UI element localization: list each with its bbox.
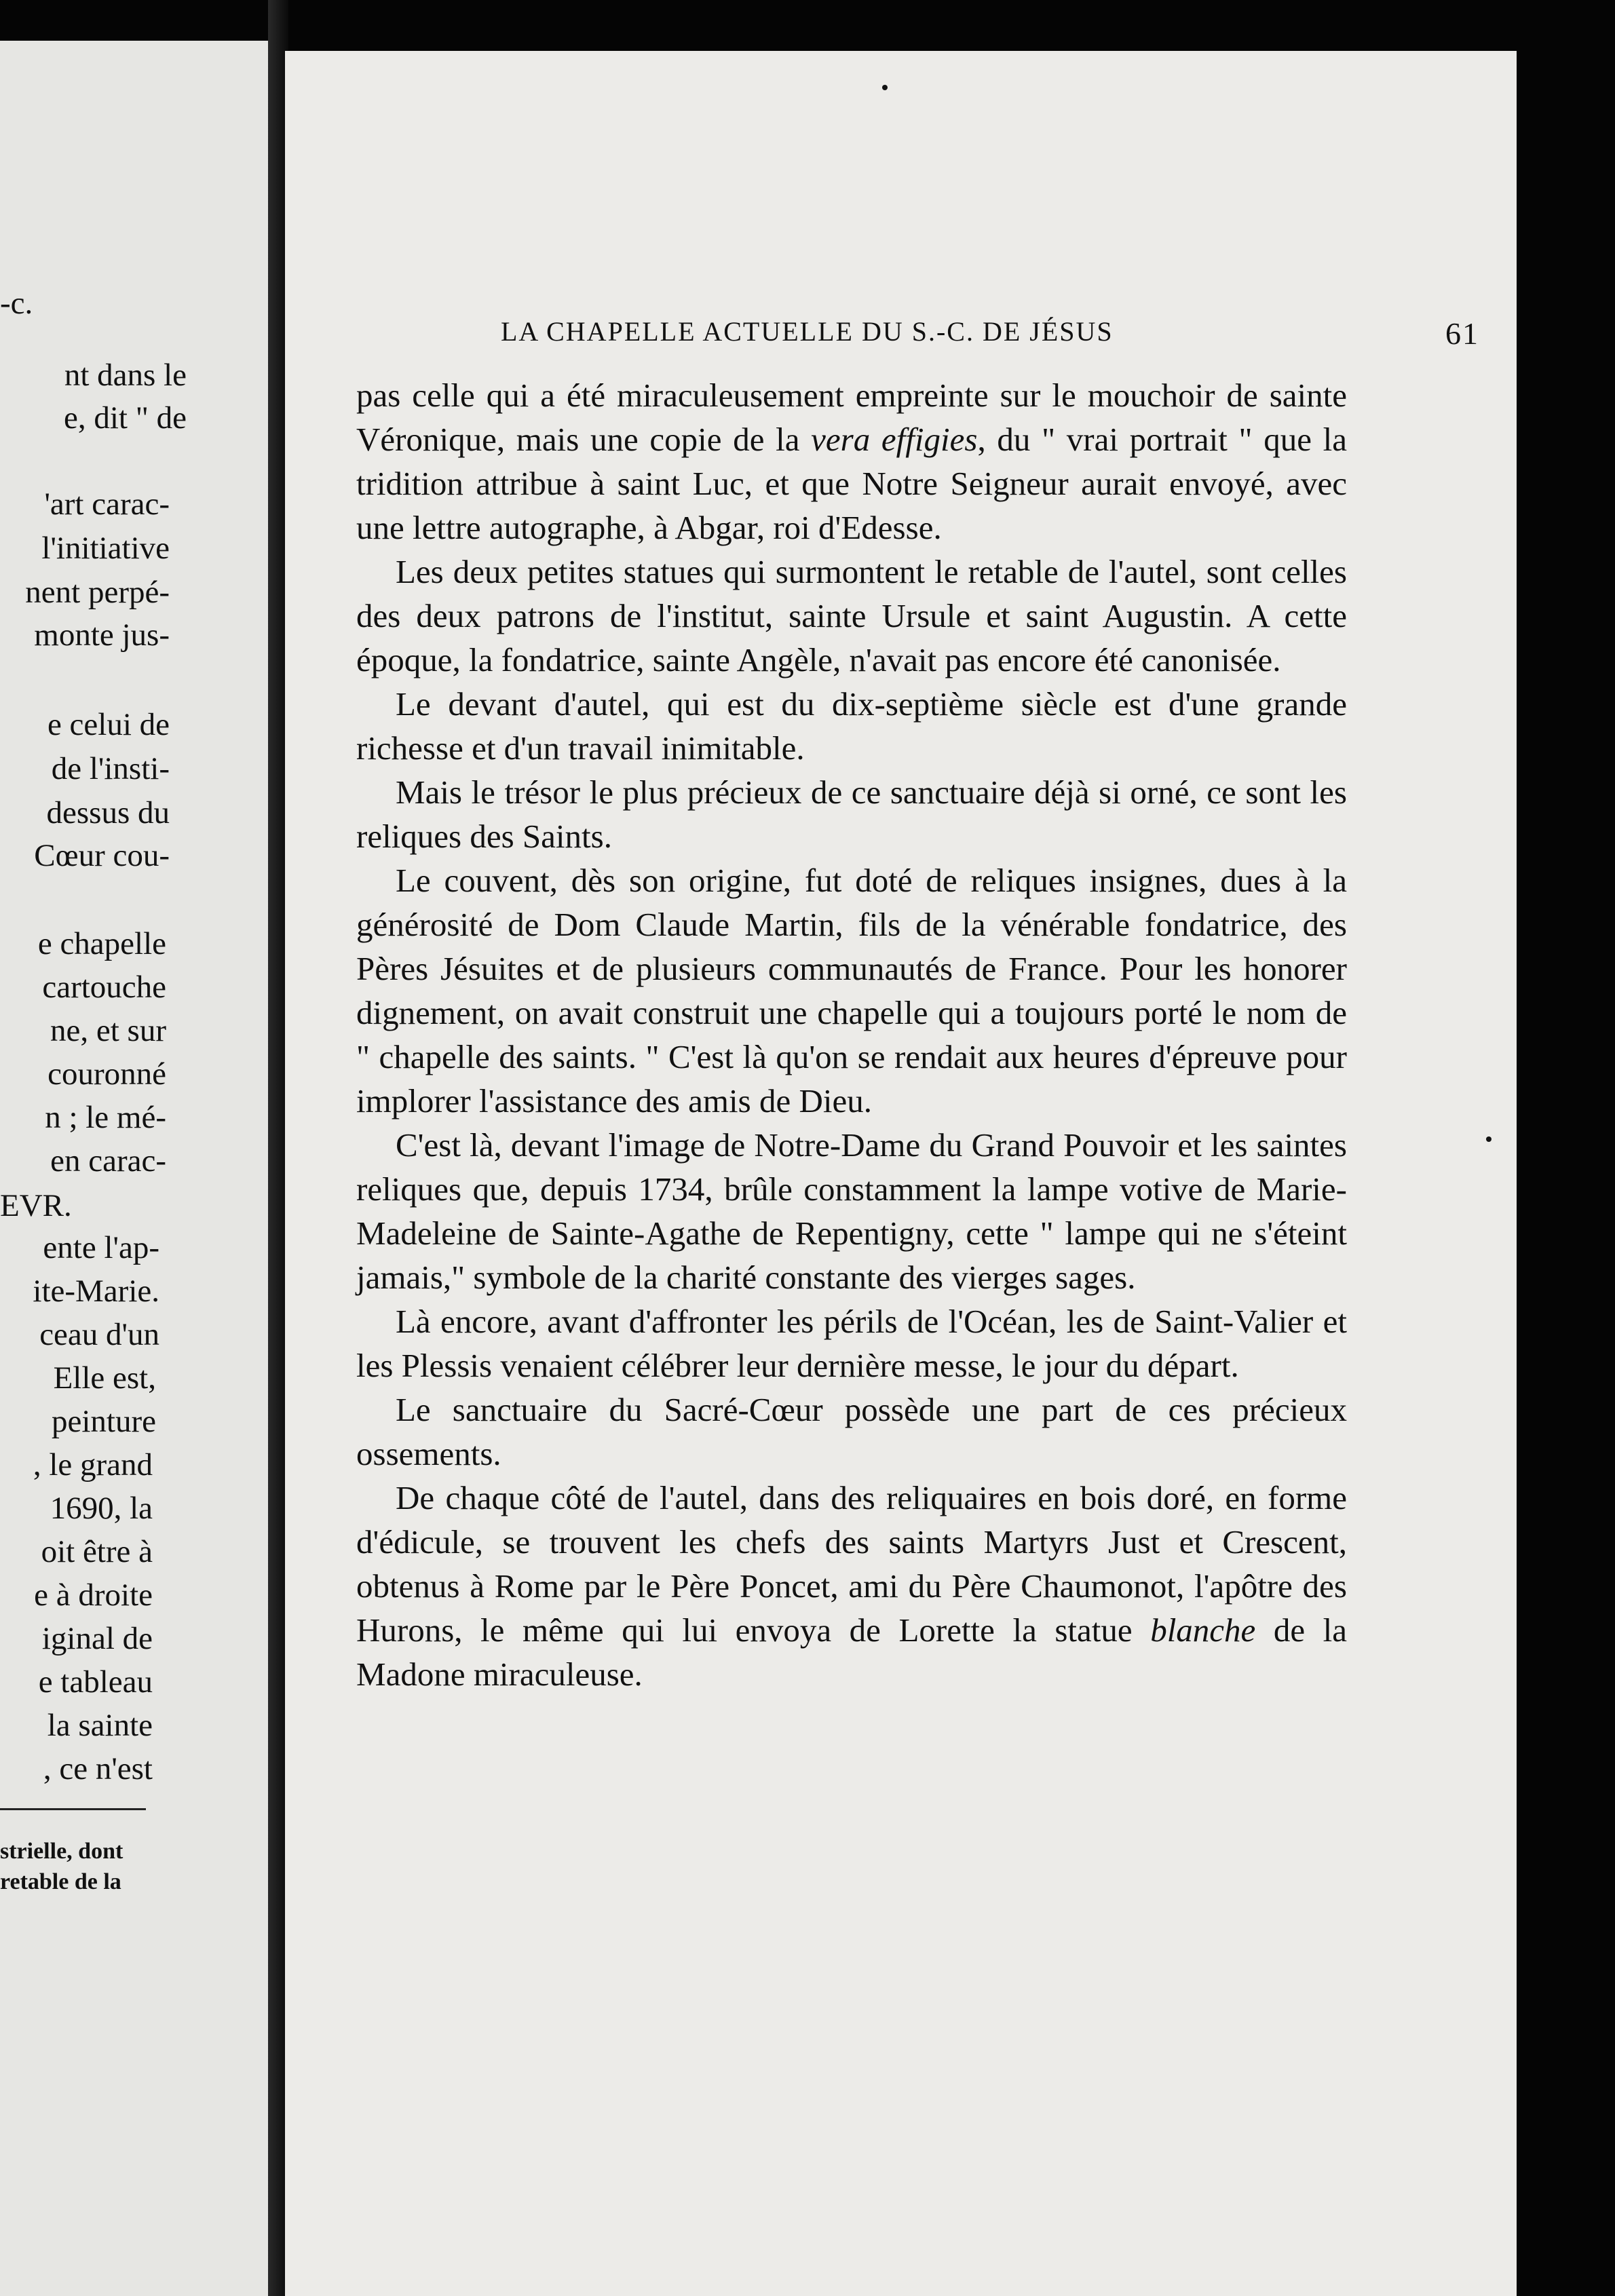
left-line: e à droite	[34, 1577, 153, 1613]
left-line: , le grand	[33, 1447, 153, 1482]
left-line: ite-Marie.	[33, 1274, 159, 1309]
paragraph-text: Les deux petites statues qui surmontent le retable de l'autel, sont celles des deux patrons de l'institut, sainte Ursule et saint Augustin. A cette époque, la fondatrice, sainte Angèle, n'avait pas encore été canonisée.	[356, 553, 1347, 678]
paragraph	[356, 373, 1347, 550]
left-line: en carac-	[50, 1143, 166, 1179]
paragraph-text: Le devant d'autel, qui est du dix-septième siècle est d'une grande richesse et d'un travail inimitable.	[356, 685, 1347, 767]
paragraph-text: de la Madone miraculeuse.	[356, 1611, 1347, 1693]
left-line: peinture	[52, 1404, 156, 1439]
left-line: ne, et sur	[50, 1013, 166, 1048]
left-running-head-fragment: -c.	[0, 286, 33, 321]
left-line: la sainte	[47, 1708, 153, 1743]
left-line: e tableau	[38, 1664, 153, 1700]
left-line: couronné	[48, 1056, 166, 1092]
left-line: 'art carac-	[44, 486, 170, 522]
body-text	[356, 373, 1347, 1696]
paragraph-text: , du " vrai portrait " que la tridition attribue à saint Luc, et que Notre Seigneur aurait envoyé, avec une lettre autographe, à Abgar, roi d'Edesse.	[356, 421, 1347, 546]
left-page-fragment	[0, 41, 268, 2296]
left-line: e celui de	[47, 707, 170, 742]
left-line: 1690, la	[50, 1491, 153, 1526]
paragraph	[356, 1476, 1347, 1696]
left-line: Cœur cou-	[34, 838, 170, 873]
running-head-title: LA CHAPELLE ACTUELLE DU S.-C. DE JÉSUS	[501, 316, 1114, 347]
left-footnote-line: strielle, dont	[0, 1839, 124, 1864]
left-line: iginal de	[41, 1621, 153, 1656]
left-line: nt dans le	[64, 358, 187, 393]
paragraph-text: C'est là, devant l'image de Notre-Dame du Grand Pouvoir et les saintes reliques que, depuis 1734, brûle constamment la lampe votive de Marie-Madeleine de Sainte-Agathe de Repentigny, cette " lampe qui ne s'éteint jamais," symbole de la charité constante des vierges sages.	[356, 1126, 1347, 1296]
left-line: ceau d'un	[39, 1317, 159, 1352]
left-line: oit être à	[41, 1534, 153, 1569]
paragraph-text: Mais le trésor le plus précieux de ce sanctuaire déjà si orné, ce sont les reliques des Saints.	[356, 773, 1347, 855]
paragraph-text: pas celle qui a été miraculeusement empreinte sur le mouchoir de sainte Véronique, mais une copie de la	[356, 377, 1347, 458]
paragraph	[356, 1388, 1347, 1476]
page-number: 61	[1445, 316, 1479, 351]
left-line: l'initiative	[41, 531, 170, 566]
paragraph	[356, 682, 1347, 770]
left-line: ente l'ap-	[43, 1230, 159, 1265]
left-line: n ; le mé-	[45, 1100, 166, 1135]
paragraph	[356, 858, 1347, 1123]
left-footnote-line: retable de la	[0, 1869, 121, 1894]
paragraph	[356, 1299, 1347, 1388]
paragraph	[356, 1123, 1347, 1299]
paragraph-text: Le sanctuaire du Sacré-Cœur possède une part de ces précieux ossements.	[356, 1391, 1347, 1472]
paragraph-text: Le couvent, dès son origine, fut doté de reliques insignes, dues à la générosité de Dom Claude Martin, fils de la vénérable fondatrice, des Pères Jésuites et de plusieurs communautés de France. Pour les honorer dignement, on avait construit une chapelle qui a toujours porté le nom de " chapelle des saints. " C'est là qu'on se rendait aux heures d'épreuve pour implorer l'assistance des amis de Dieu.	[356, 862, 1347, 1120]
paragraph-text: De chaque côté de l'autel, dans des reliquaires en bois doré, en forme d'édicule, se trouvent les chefs des saints Martyrs Just et Crescent, obtenus à Rome par le Père Poncet, ami du Père Chaumonot, l'apôtre des Hurons, le même qui lui envoya de Lorette la statue	[356, 1479, 1347, 1649]
paragraph-italic: vera effigies	[811, 421, 978, 458]
paragraph	[356, 770, 1347, 858]
left-line: EVR.	[0, 1188, 72, 1223]
scan-speck	[1486, 1136, 1492, 1142]
scan-speck	[882, 85, 888, 90]
running-head	[501, 315, 1479, 356]
left-line: cartouche	[42, 970, 166, 1005]
left-line: dessus du	[46, 795, 170, 830]
left-line: monte jus-	[34, 617, 170, 653]
left-line: Elle est,	[53, 1360, 156, 1396]
left-line: e, dit " de	[63, 400, 187, 436]
paragraph	[356, 550, 1347, 682]
left-line: e chapelle	[37, 926, 166, 961]
right-page	[285, 51, 1517, 2296]
footnote-rule	[0, 1808, 146, 1810]
paragraph-text: Là encore, avant d'affronter les périls de l'Océan, les de Saint-Valier et les Plessis venaient célébrer leur dernière messe, le jour du départ.	[356, 1303, 1347, 1384]
left-line: , ce n'est	[43, 1751, 153, 1786]
left-line: de l'insti-	[51, 751, 170, 786]
left-line: nent perpé-	[25, 575, 170, 610]
paragraph-italic: blanche	[1150, 1611, 1256, 1649]
